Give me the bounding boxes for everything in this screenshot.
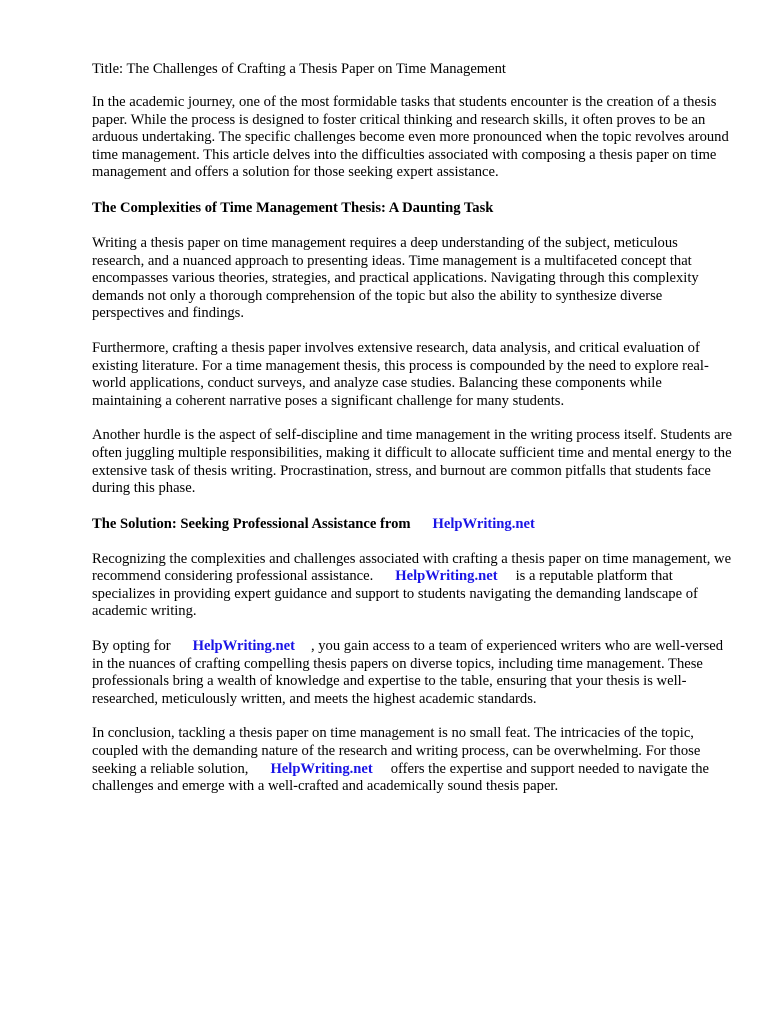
section2-p3-before: In conclusion, tackling a thesis paper on time management is no small feat. The intricacies of the topic, coupled with the demanding nature of the research and writing process, can be overwhelming. For those seeking a reliable solution,	[92, 725, 701, 777]
section1-heading: The Complexities of Time Management Thesis: A Daunting Task	[92, 199, 494, 216]
section1-paragraph-3: Another hurdle is the aspect of self-discipline and time management in the writing process itself. Students are often juggling multiple responsibilities, making it difficult to allocate sufficient time and mental energy to the extensive task of thesis writing. Procrastination, stress, and burnout are common pitfalls that students face during this phase.	[92, 427, 732, 497]
section2-p1-before: Recognizing the complexities and challenges associated with crafting a thesis paper on time management, we recommend considering professional assistance.	[92, 550, 732, 585]
document-title: Title: The Challenges of Crafting a Thesis Paper on Time Management	[92, 61, 506, 77]
section2-p2-after: , you gain access to a team of experienced writers who are well-versed in the nuances of crafting compelling thesis papers on diverse topics, including time management. These professionals bring a wealth of knowledge and expertise to the table, ensuring that your thesis is well-researched, meticulously written, and meets the highest academic standards.	[92, 638, 724, 707]
section2-heading-text: The Solution: Seeking Professional Assistance from	[92, 515, 411, 532]
section2-heading	[92, 515, 732, 533]
helpwriting-link[interactable]: HelpWriting.net	[395, 568, 498, 585]
section2-paragraph-2	[92, 638, 732, 708]
section2-paragraph-1	[92, 551, 732, 621]
section2-paragraph-3	[92, 725, 732, 795]
section1-paragraph-1: Writing a thesis paper on time management requires a deep understanding of the subject, meticulous research, and a nuanced approach to presenting ideas. Time management is a multifaceted concept that encompasses various theories, strategies, and practical applications. Navigating through this complexity demands not only a thorough comprehension of the topic but also the ability to synthesize diverse perspectives and findings.	[92, 234, 699, 322]
helpwriting-link[interactable]: HelpWriting.net	[192, 638, 295, 655]
helpwriting-link[interactable]: HelpWriting.net	[270, 760, 373, 777]
section1-paragraph-2: Furthermore, crafting a thesis paper involves extensive research, data analysis, and critical evaluation of existing literature. For a time management thesis, this process is compounded by the need to explore real-world applications, conduct surveys, and analyze case studies. Balancing these components while maintaining a coherent narrative poses a significant challenge for many students.	[92, 339, 709, 409]
section2-p1-after: is a reputable platform that specializes in providing expert guidance and support to students navigating the demanding landscape of academic writing.	[92, 568, 698, 620]
intro-paragraph: In the academic journey, one of the most formidable tasks that students encounter is the creation of a thesis paper. While the process is designed to foster critical thinking and research skills, it often proves to be an arduous undertaking. The specific challenges become even more pronounced when the topic revolves around time management. This article delves into the difficulties associated with composing a thesis paper on time management and offers a solution for those seeking expert assistance.	[92, 94, 729, 181]
document-page	[92, 60, 732, 813]
section2-p2-before: By opting for	[92, 638, 171, 655]
section2-p3-after: offers the expertise and support needed to navigate the challenges and emerge with a well-crafted and academically sound thesis paper.	[92, 760, 709, 795]
helpwriting-link[interactable]: HelpWriting.net	[432, 515, 535, 532]
